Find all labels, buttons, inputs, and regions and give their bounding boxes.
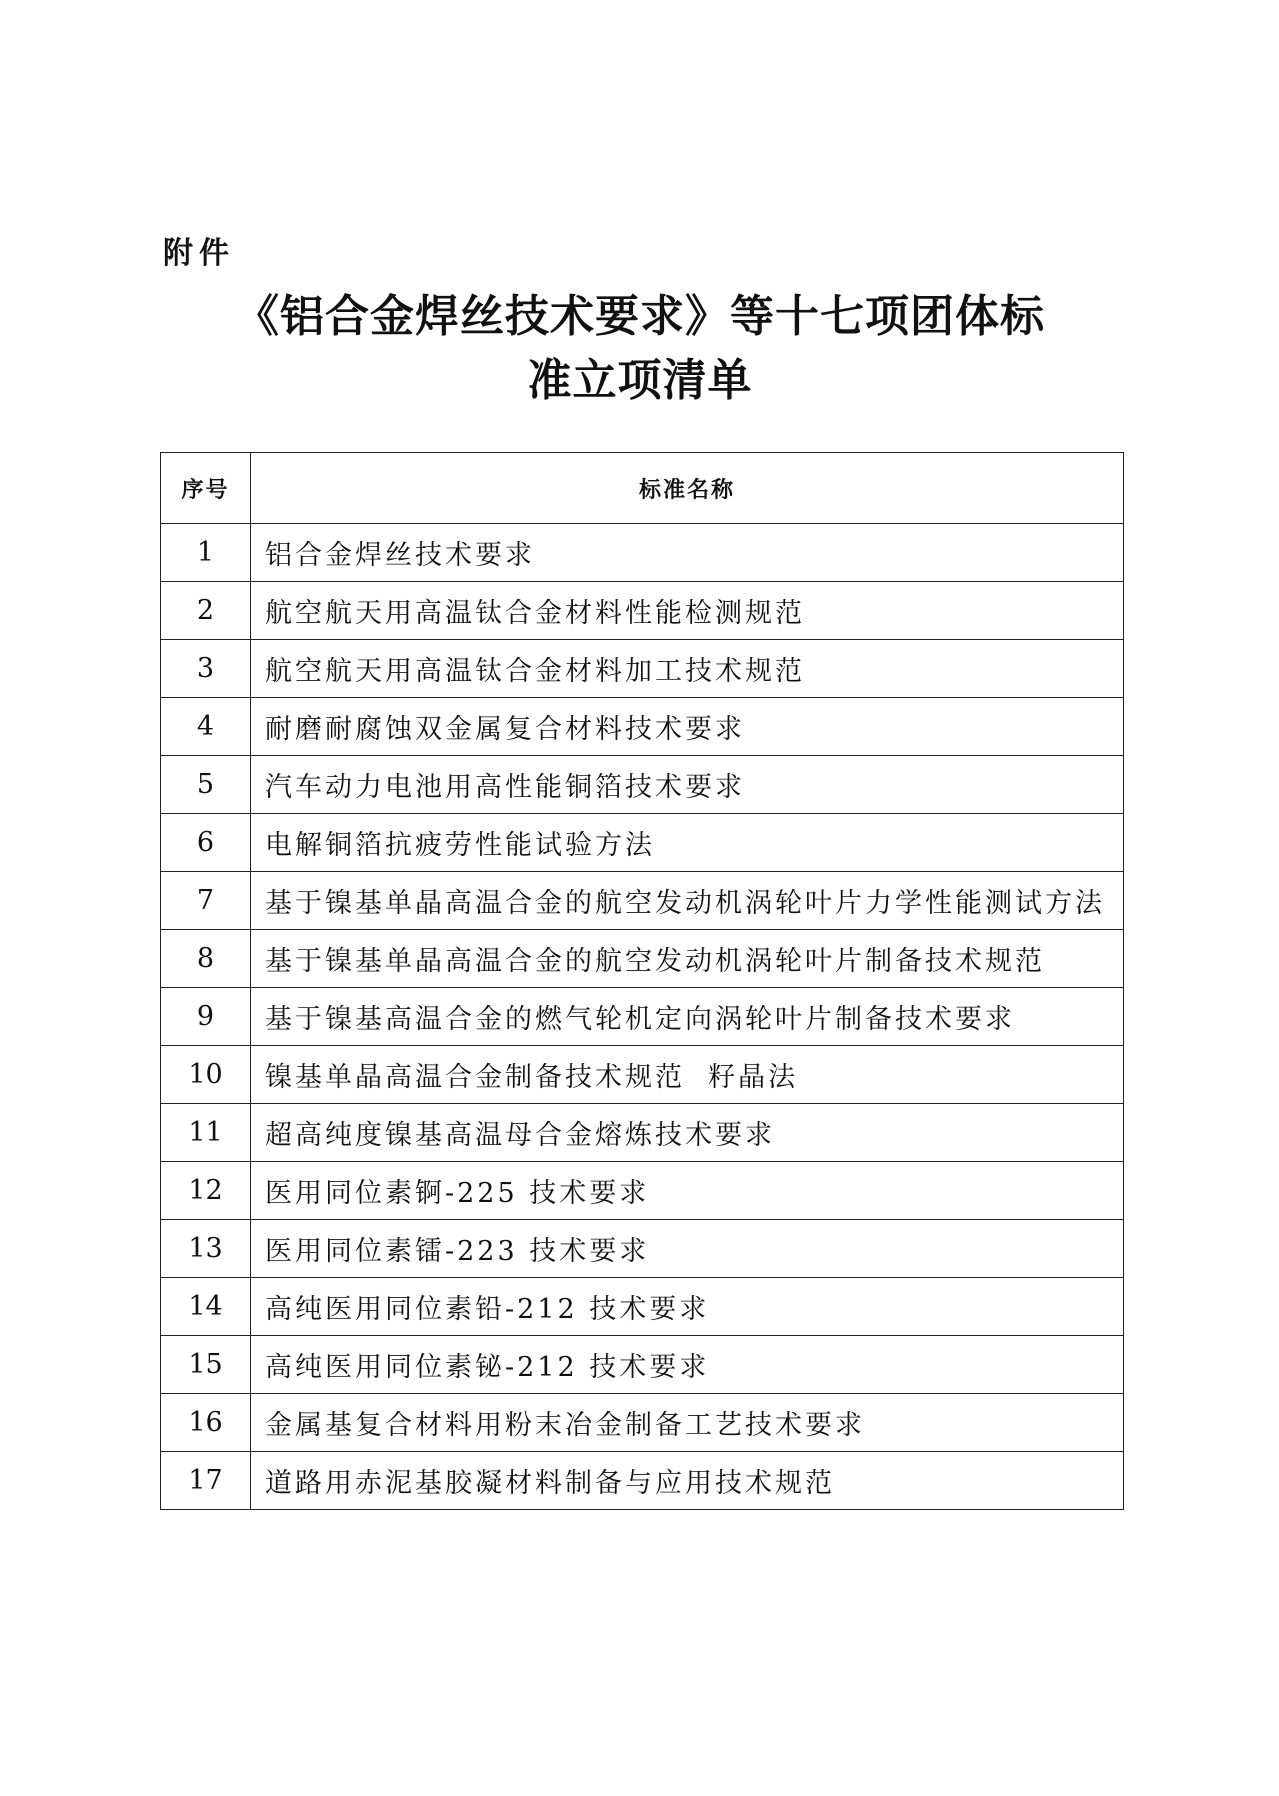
row-standard-name: 电解铜箔抗疲劳性能试验方法 [251,814,1124,872]
table-header-row [161,453,1124,524]
document-title-line-2: 准立项清单 [527,355,753,406]
row-number: 1 [161,524,251,582]
row-number: 3 [161,640,251,698]
row-standard-name: 超高纯度镍基高温母合金熔炼技术要求 [251,1104,1124,1162]
row-number: 8 [161,930,251,988]
row-number: 12 [161,1162,251,1220]
standards-table [160,452,1124,1510]
row-standard-name: 耐磨耐腐蚀双金属复合材料技术要求 [251,698,1124,756]
table-row [161,582,1124,640]
document-title-line-1: 《铝合金焊丝技术要求》等十七项团体标 [235,291,1045,342]
table-row [161,698,1124,756]
table-row [161,988,1124,1046]
row-standard-name: 道路用赤泥基胶凝材料制备与应用技术规范 [251,1452,1124,1510]
table-row [161,930,1124,988]
row-number: 5 [161,756,251,814]
row-standard-name: 基于镍基单晶高温合金的航空发动机涡轮叶片力学性能测试方法 [251,872,1124,930]
row-standard-name: 基于镍基单晶高温合金的航空发动机涡轮叶片制备技术规范 [251,930,1124,988]
attachment-label: 附件 [163,236,235,271]
row-standard-name: 医用同位素镭-223 技术要求 [251,1220,1124,1278]
header-serial-number: 序号 [161,453,251,524]
table-row [161,640,1124,698]
header-standard-name: 标准名称 [251,453,1124,524]
table-row [161,1220,1124,1278]
row-standard-name: 铝合金焊丝技术要求 [251,524,1124,582]
row-number: 13 [161,1220,251,1278]
row-number: 4 [161,698,251,756]
document-title [160,285,1120,413]
table-row [161,1336,1124,1394]
table-row [161,756,1124,814]
row-standard-name: 高纯医用同位素铋-212 技术要求 [251,1336,1124,1394]
row-standard-name: 镍基单晶高温合金制备技术规范 籽晶法 [251,1046,1124,1104]
row-standard-name: 航空航天用高温钛合金材料加工技术规范 [251,640,1124,698]
row-number: 14 [161,1278,251,1336]
row-number: 15 [161,1336,251,1394]
row-standard-name: 航空航天用高温钛合金材料性能检测规范 [251,582,1124,640]
row-number: 6 [161,814,251,872]
table-row [161,1104,1124,1162]
table-row [161,872,1124,930]
row-number: 7 [161,872,251,930]
table-row [161,1046,1124,1104]
table-row [161,524,1124,582]
table-row [161,1162,1124,1220]
table-row [161,1394,1124,1452]
row-standard-name: 高纯医用同位素铅-212 技术要求 [251,1278,1124,1336]
row-standard-name: 汽车动力电池用高性能铜箔技术要求 [251,756,1124,814]
row-number: 11 [161,1104,251,1162]
row-number: 2 [161,582,251,640]
table-row [161,1278,1124,1336]
row-number: 16 [161,1394,251,1452]
row-number: 9 [161,988,251,1046]
row-standard-name: 金属基复合材料用粉末冶金制备工艺技术要求 [251,1394,1124,1452]
table-row [161,814,1124,872]
table-row [161,1452,1124,1510]
row-number: 10 [161,1046,251,1104]
row-standard-name: 基于镍基高温合金的燃气轮机定向涡轮叶片制备技术要求 [251,988,1124,1046]
row-number: 17 [161,1452,251,1510]
row-standard-name: 医用同位素锕-225 技术要求 [251,1162,1124,1220]
